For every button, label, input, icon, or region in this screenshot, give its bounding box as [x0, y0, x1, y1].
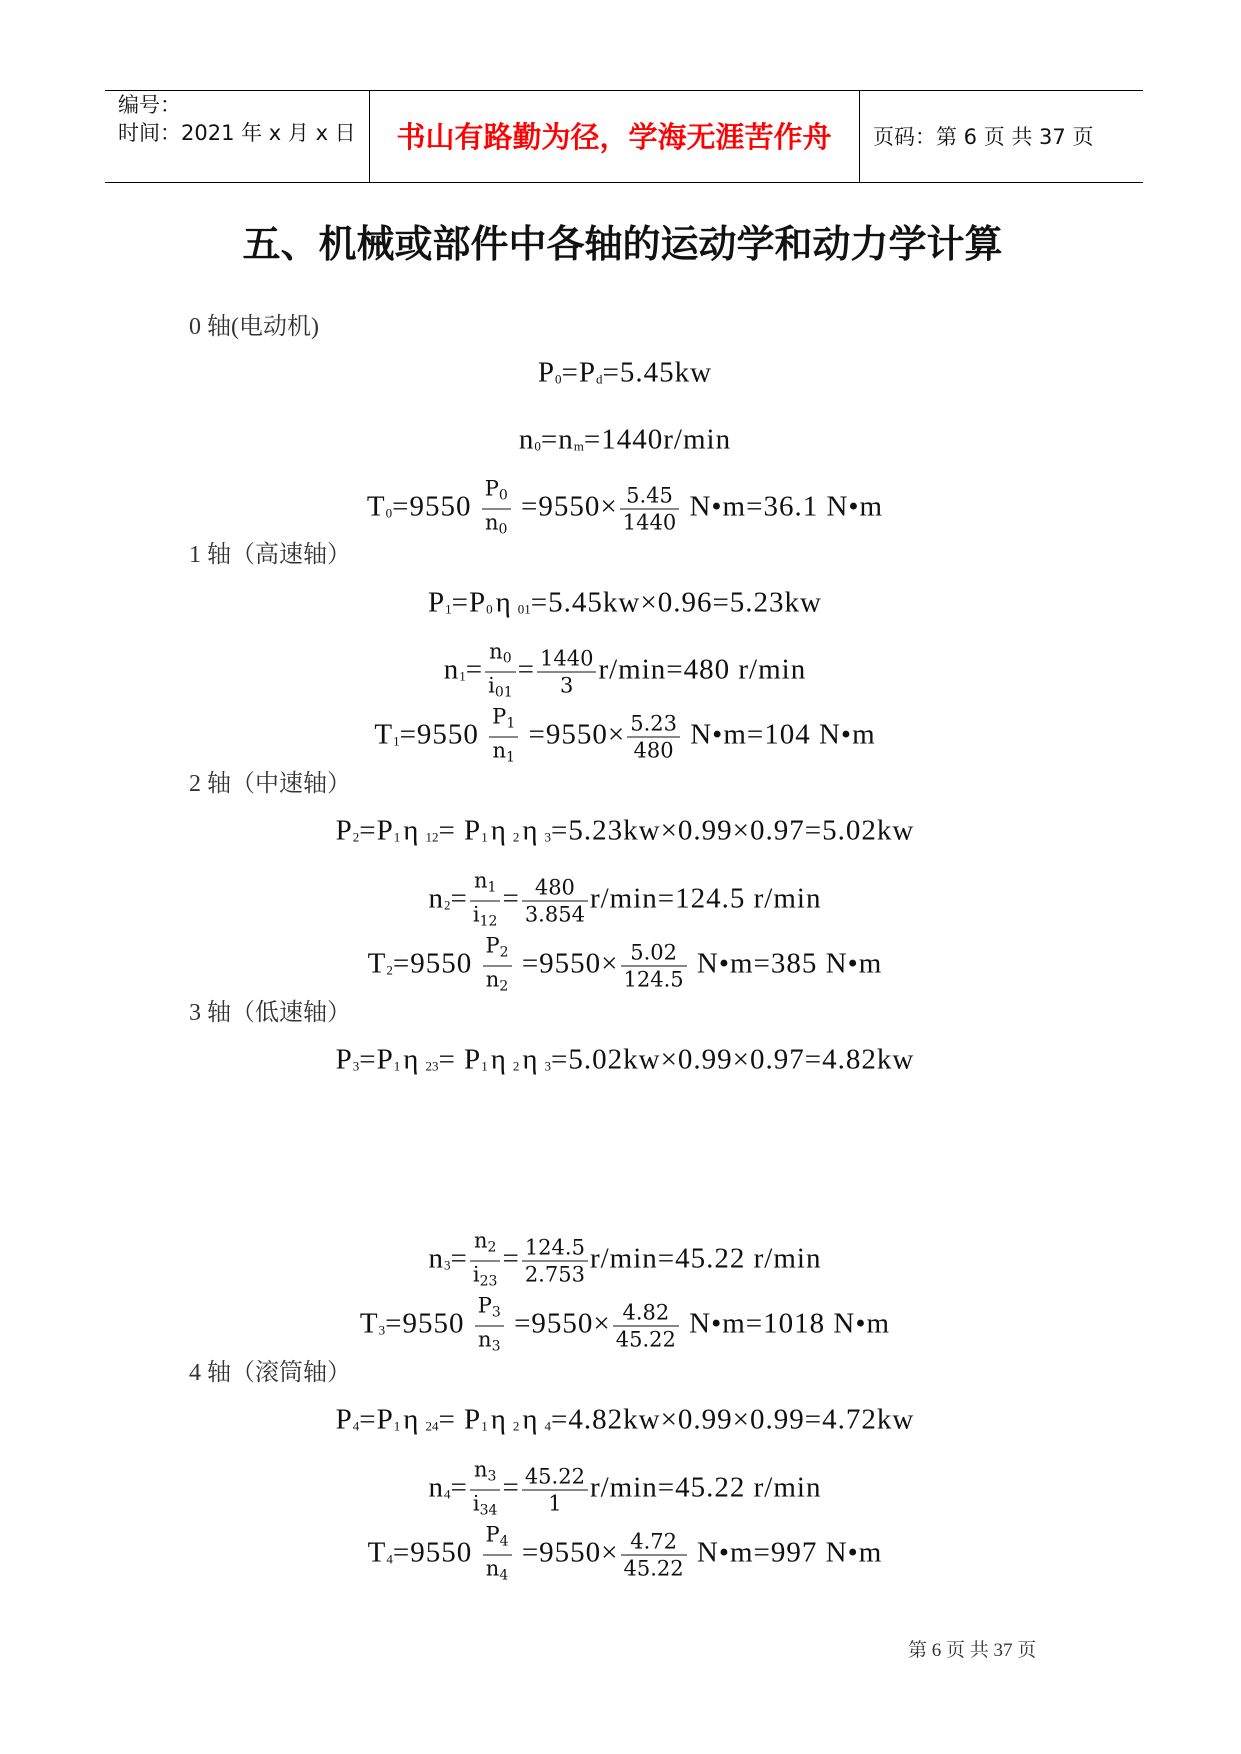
subscript: 1: [459, 668, 466, 684]
formula-text: P: [485, 933, 500, 958]
formula-line: [9, 585, 1241, 628]
formula-text: 4.72: [630, 1529, 677, 1554]
subscript: 4: [499, 1533, 509, 1550]
fraction-numerator: [522, 1236, 588, 1262]
subscript: 3: [352, 1058, 360, 1074]
formula-text: 5.02: [630, 940, 677, 965]
formula-text: i: [472, 1262, 480, 1287]
fraction-denominator: [613, 1327, 679, 1352]
formula-text: 5.23: [630, 711, 677, 736]
formula-text: 480: [633, 738, 674, 763]
formula-text: =5.45kw: [602, 356, 713, 389]
fraction: [613, 1301, 679, 1352]
section-heading: 4 轴（滚筒轴）: [189, 1360, 351, 1386]
fraction-denominator: [483, 967, 512, 999]
subscript: 23: [425, 1058, 439, 1074]
formula-text: i: [488, 673, 495, 698]
subscript: 0: [555, 371, 562, 387]
fraction: [470, 1229, 501, 1294]
fraction: [489, 705, 518, 770]
fraction-denominator: [489, 738, 518, 770]
fraction: [621, 1530, 687, 1581]
eta-symbol: η: [522, 814, 539, 847]
fraction: [470, 1458, 501, 1523]
fraction-numerator: [470, 869, 501, 902]
formula-text: N•m=36.1 N•m: [681, 490, 884, 523]
fraction-denominator: [522, 1262, 588, 1287]
formula-line: [9, 934, 1241, 999]
formula-text: n: [428, 882, 445, 915]
fraction-denominator: [482, 510, 511, 542]
subscript: 1: [481, 1418, 488, 1434]
fraction: [483, 934, 512, 999]
subscript: 12: [479, 913, 498, 930]
fraction: [483, 1523, 512, 1588]
fraction-numerator: [475, 1294, 504, 1327]
subscript: 3: [491, 1304, 501, 1321]
eta-symbol: η: [403, 814, 420, 847]
fraction: [537, 647, 596, 698]
formula-text: n: [473, 1228, 488, 1253]
fraction: [522, 1236, 588, 1287]
formula-text: T: [366, 490, 386, 523]
fraction-denominator: [475, 1327, 504, 1359]
subscript: 1: [393, 829, 401, 845]
header-divider: [859, 90, 860, 182]
formula-line: [9, 813, 1241, 856]
formula-text: P: [335, 814, 353, 847]
formula-text: 45.22: [623, 1556, 684, 1581]
formula-text: P: [335, 1403, 353, 1436]
formula-text: =4.82kw×0.99×0.99=4.72kw: [551, 1403, 915, 1436]
formula-line: [9, 1402, 1241, 1445]
subscript: 1: [393, 1058, 401, 1074]
formula-line: [9, 1042, 1241, 1085]
formula-text: 1440: [622, 510, 677, 535]
subscript: 2: [487, 1239, 497, 1256]
subscript: 0: [498, 487, 508, 504]
fraction-denominator: [537, 673, 596, 698]
formula-text: =P: [359, 1043, 394, 1076]
header-top-rule: [105, 90, 1143, 91]
fraction-numerator: [613, 1301, 679, 1327]
fraction: [522, 876, 588, 927]
formula-text: P: [335, 1043, 353, 1076]
formula-text: 1440: [540, 646, 594, 671]
fraction-denominator: [522, 1491, 588, 1516]
formula-text: =: [450, 1471, 468, 1504]
formula-line: [9, 869, 1241, 934]
formula-text: 480: [534, 875, 575, 900]
fraction: [475, 1294, 504, 1359]
fraction-numerator: [537, 647, 596, 673]
fraction-denominator: [485, 673, 516, 705]
formula-text: n: [428, 1471, 445, 1504]
fraction-numerator: [522, 876, 588, 902]
formula-text: r/min=480 r/min: [598, 653, 807, 686]
formula-text: 4.82: [622, 1300, 670, 1325]
formula-text: T: [367, 947, 387, 980]
subscript: 1: [445, 601, 452, 617]
formula-text: =P: [451, 586, 487, 619]
formula-text: =: [517, 653, 536, 686]
formula-text: =n: [540, 423, 574, 456]
formula-text: N•m=385 N•m: [688, 947, 883, 980]
fraction-denominator: [483, 1556, 512, 1588]
formula-text: 124.5: [524, 1235, 585, 1260]
subscript: 0: [486, 601, 493, 617]
fraction-numerator: [522, 1465, 588, 1491]
formula-text: =5.23kw×0.99×0.97=5.02kw: [551, 814, 915, 847]
subscript: d: [596, 371, 603, 387]
subscript: 3: [544, 1058, 552, 1074]
subscript: 4: [444, 1486, 451, 1502]
formula-text: 2.753: [524, 1262, 585, 1287]
formula-text: =9550: [392, 490, 480, 523]
subscript: 4: [544, 1418, 552, 1434]
subscript: 0: [385, 505, 393, 521]
subscript: 2: [499, 978, 509, 995]
subscript: 1: [506, 715, 516, 732]
formula-text: =5.45kw×0.96=5.23kw: [530, 586, 822, 619]
subscript: 1: [393, 1418, 401, 1434]
fraction-numerator: [483, 1523, 512, 1556]
formula-line: [9, 477, 1241, 542]
fraction-denominator: [627, 738, 680, 763]
fraction-numerator: [620, 484, 679, 510]
formula-text: n: [485, 967, 500, 992]
subscript: 3: [444, 1257, 451, 1273]
formula-text: P: [477, 1293, 492, 1318]
formula-text: P: [537, 356, 556, 389]
fraction-denominator: [470, 902, 501, 934]
formula-text: P: [485, 1522, 500, 1547]
subscript: 2: [512, 829, 520, 845]
subscript: 1: [506, 749, 515, 766]
eta-symbol: η: [403, 1043, 420, 1076]
formula-text: =: [502, 1242, 520, 1275]
subscript: m: [573, 438, 584, 454]
formula-text: 1: [548, 1491, 562, 1516]
eta-symbol: η: [522, 1043, 539, 1076]
fraction: [482, 477, 511, 542]
formula-text: =9550×: [512, 490, 618, 523]
subscript: 1: [481, 829, 488, 845]
page-footer: 第 6 页 共 37 页: [908, 1640, 1037, 1661]
formula-text: =9550×: [513, 947, 619, 980]
formula-text: i: [472, 902, 480, 927]
fraction-numerator: [482, 477, 511, 510]
fraction-numerator: [621, 941, 687, 967]
formula-text: =5.02kw×0.99×0.97=4.82kw: [551, 1043, 915, 1076]
subscript: 3: [544, 829, 552, 845]
section-heading: 1 轴（高速轴）: [189, 542, 351, 568]
fraction-numerator: [485, 640, 516, 673]
formula-text: =9550×: [513, 1536, 619, 1569]
subscript: 34: [479, 1502, 498, 1519]
subscript: 1: [393, 733, 400, 749]
formula-text: 3: [560, 673, 574, 698]
formula-text: =P: [561, 356, 597, 389]
subscript: 1: [487, 879, 497, 896]
formula-line: [9, 1458, 1241, 1523]
subscript: 0: [534, 438, 541, 454]
fraction-numerator: [470, 1229, 501, 1262]
formula-text: n: [485, 510, 499, 535]
eta-symbol: η: [522, 1403, 539, 1436]
formula-text: =1440r/min: [583, 423, 732, 456]
formula-text: = P: [438, 1403, 482, 1436]
fraction-numerator: [621, 1530, 687, 1556]
formula-text: =9550×: [520, 718, 626, 751]
formula-text: =: [465, 653, 484, 686]
subscript: 24: [425, 1418, 439, 1434]
subscript: 3: [491, 1338, 501, 1355]
document-number-label: 编号：: [118, 93, 181, 117]
formula-text: 3.854: [524, 902, 585, 927]
fraction-denominator: [470, 1491, 501, 1523]
subscript: 2: [444, 897, 451, 913]
header-motto: 书山有路勤为径，学海无涯苦作舟: [396, 120, 832, 154]
eta-symbol: η: [490, 814, 507, 847]
subscript: 12: [425, 829, 439, 845]
formula-line: [9, 1294, 1241, 1359]
fraction: [620, 484, 679, 535]
formula-text: N•m=104 N•m: [681, 718, 876, 751]
section-heading: 3 轴（低速轴）: [189, 1000, 351, 1026]
formula-text: n: [428, 1242, 445, 1275]
formula-text: = P: [438, 1043, 482, 1076]
formula-text: N•m=997 N•m: [688, 1536, 883, 1569]
fraction: [470, 869, 501, 934]
fraction: [522, 1465, 588, 1516]
formula-text: =9550×: [505, 1307, 611, 1340]
subscript: 2: [352, 829, 360, 845]
fraction-denominator: [470, 1262, 501, 1294]
formula-text: n: [492, 738, 506, 763]
formula-text: r/min=45.22 r/min: [589, 1242, 822, 1275]
formula-text: n: [485, 1556, 500, 1581]
formula-text: T: [374, 718, 394, 751]
formula-text: =: [502, 1471, 520, 1504]
fraction-numerator: [489, 705, 518, 738]
formula-text: n: [518, 423, 535, 456]
subscript: 0: [498, 521, 508, 538]
formula-text: n: [473, 868, 488, 893]
subscript: 1: [481, 1058, 488, 1074]
formula-text: =9550: [385, 1307, 473, 1340]
fraction-numerator: [483, 934, 512, 967]
subscript: 2: [512, 1418, 520, 1434]
formula-text: i: [472, 1491, 480, 1516]
formula-text: T: [367, 1536, 387, 1569]
section-heading: 0 轴(电动机): [189, 314, 319, 340]
subscript: 0: [502, 650, 512, 667]
formula-text: 45.22: [524, 1464, 585, 1489]
formula-text: =9550: [392, 1536, 481, 1569]
formula-text: =P: [359, 1403, 394, 1436]
section-heading: 2 轴（中速轴）: [189, 771, 351, 797]
fraction-denominator: [522, 902, 588, 927]
subscript: 2: [499, 944, 509, 961]
eta-symbol: η: [490, 1043, 507, 1076]
formula-text: P: [428, 586, 446, 619]
fraction-numerator: [470, 1458, 501, 1491]
header-page-label: 页码：第 6 页 共 37 页: [873, 125, 1094, 149]
subscript: 4: [352, 1418, 360, 1434]
subscript: 2: [512, 1058, 520, 1074]
fraction: [621, 941, 687, 992]
formula-text: T: [359, 1307, 379, 1340]
subscript: 4: [386, 1551, 393, 1567]
formula-line: [9, 1229, 1241, 1294]
fraction-denominator: [621, 1556, 687, 1581]
subscript: 01: [517, 601, 531, 617]
formula-text: =: [450, 882, 468, 915]
formula-text: n: [443, 653, 460, 686]
formula-text: =9550: [399, 718, 488, 751]
fraction: [485, 640, 516, 705]
formula-line: [9, 422, 1241, 465]
eta-symbol: η: [495, 586, 512, 619]
fraction-denominator: [621, 967, 687, 992]
formula-text: =P: [359, 814, 394, 847]
subscript: 2: [386, 962, 393, 978]
page-title: 五、机械或部件中各轴的运动学和动力学计算: [242, 221, 1003, 266]
subscript: 23: [479, 1273, 498, 1290]
eta-symbol: η: [403, 1403, 420, 1436]
formula-text: n: [478, 1327, 492, 1352]
subscript: 4: [499, 1567, 509, 1584]
subscript: 01: [494, 684, 513, 701]
fraction-numerator: [627, 712, 680, 738]
subscript: 3: [487, 1468, 497, 1485]
formula-text: P: [492, 704, 507, 729]
formula-text: r/min=124.5 r/min: [589, 882, 822, 915]
formula-text: =: [450, 1242, 468, 1275]
header-bottom-rule: [105, 182, 1143, 183]
formula-text: N•m=1018 N•m: [680, 1307, 891, 1340]
formula-text: n: [489, 639, 503, 664]
formula-line: [9, 355, 1241, 398]
formula-line: [9, 1523, 1241, 1588]
formula-text: r/min=45.22 r/min: [589, 1471, 822, 1504]
formula-line: [9, 640, 1241, 705]
formula-text: n: [473, 1457, 488, 1482]
fraction-denominator: [620, 510, 679, 535]
formula-text: 45.22: [615, 1327, 676, 1352]
formula-line: [9, 705, 1241, 770]
formula-text: 124.5: [623, 967, 684, 992]
fraction: [627, 712, 680, 763]
document-date-label: 时间：2021 年 x 月 x 日: [118, 121, 356, 145]
subscript: 3: [378, 1322, 386, 1338]
eta-symbol: η: [490, 1403, 507, 1436]
formula-text: P: [484, 476, 499, 501]
formula-text: =: [502, 882, 520, 915]
formula-text: =9550: [392, 947, 481, 980]
formula-text: = P: [438, 814, 482, 847]
formula-text: 5.45: [626, 483, 673, 508]
